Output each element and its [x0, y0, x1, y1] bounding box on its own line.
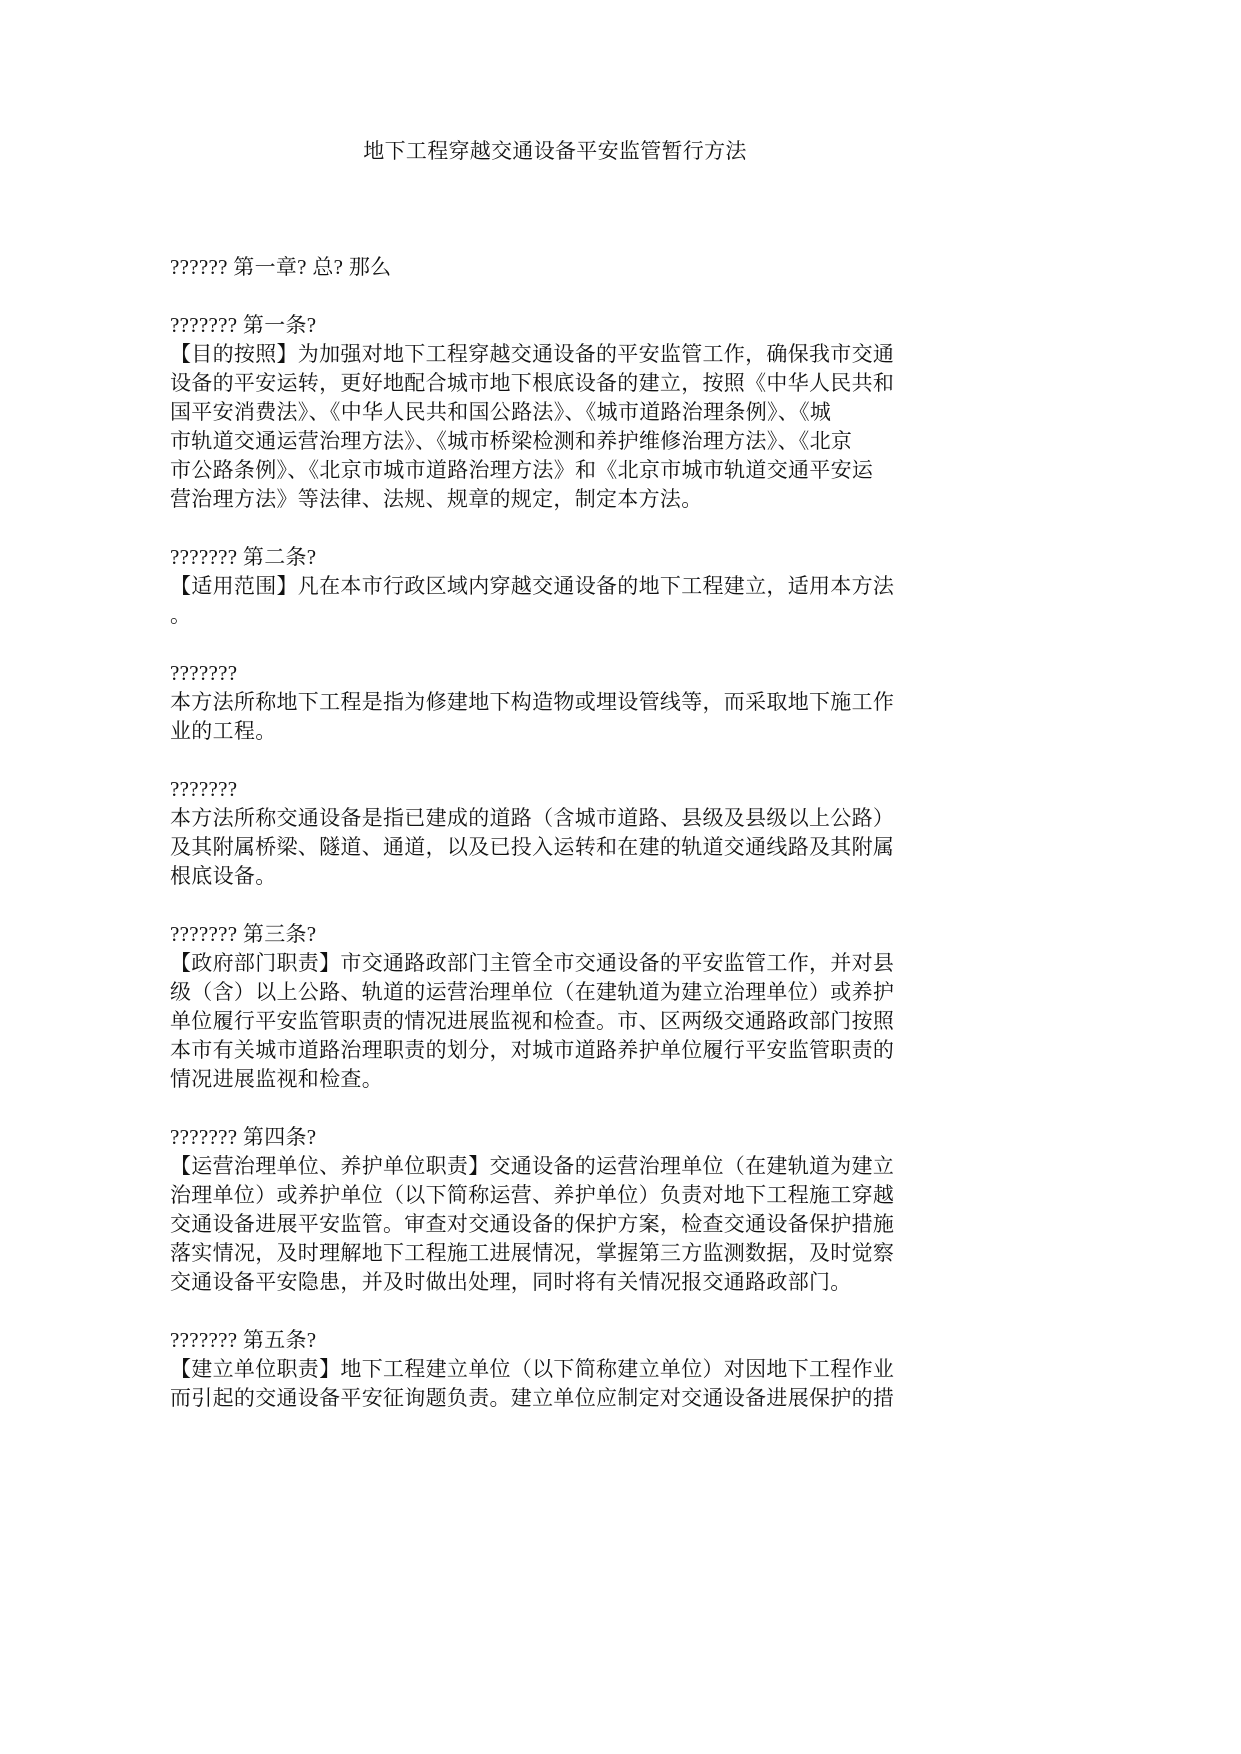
article-text-line: 交通设备平安隐患，并及时做出处理，同时将有关情况报交通路政部门。 [170, 1270, 852, 1294]
article-text-line: 国平安消费法》、《中华人民共和国公路法》、《城市道路治理条例》、《城 [170, 400, 832, 424]
sections [170, 311, 940, 1442]
article-heading: ??????? 第三条? [170, 922, 317, 946]
article-heading: ??????? [170, 661, 238, 685]
article-text-line: 及其附属桥梁、隧道、通道，以及已投入运转和在建的轨道交通线路及其附属 [170, 835, 895, 859]
article-text-line: 情况进展监视和检查。 [170, 1067, 383, 1091]
article-text-line: 本方法所称地下工程是指为修建地下构造物或埋设管线等，而采取地下施工作 [170, 690, 895, 714]
article-section [170, 659, 940, 775]
article-text-line: 【适用范围】凡在本市行政区域内穿越交通设备的地下工程建立，适用本方法 [170, 574, 895, 598]
document-title: 地下工程穿越交通设备平安监管暂行方法 [363, 139, 747, 163]
spacer [170, 1413, 940, 1442]
spacer [170, 1297, 940, 1326]
spacer [170, 630, 940, 659]
article-text-line: 【建立单位职责】地下工程建立单位（以下简称建立单位）对因地下工程作业 [170, 1357, 895, 1381]
article-text-line: 而引起的交通设备平安征询题负责。建立单位应制定对交通设备进展保护的措 [170, 1386, 895, 1410]
article-text-line: 【政府部门职责】市交通路政部门主管全市交通设备的平安监管工作，并对县 [170, 951, 895, 975]
spacer [170, 195, 940, 224]
article-text-line: 交通设备进展平安监管。审查对交通设备的保护方案，检查交通设备保护措施 [170, 1212, 895, 1236]
document-page [170, 137, 940, 1442]
spacer [170, 514, 940, 543]
article-text-line: 业的工程。 [170, 719, 277, 743]
spacer [170, 1094, 940, 1123]
article-text-line: 营治理方法》等法律、法规、规章的规定，制定本方法。 [170, 487, 703, 511]
article-text-line: 市轨道交通运营治理方法》、《城市桥梁检测和养护维修治理方法》、《北京 [170, 429, 853, 453]
spacer [170, 746, 940, 775]
article-section [170, 775, 940, 920]
article-text-line: 本方法所称交通设备是指已建成的道路（含城市道路、县级及县级以上公路） [170, 806, 895, 830]
spacer [170, 224, 940, 253]
spacer [170, 166, 940, 195]
article-section [170, 920, 940, 1123]
article-heading: ??????? 第一条? [170, 313, 317, 337]
article-heading: ??????? 第四条? [170, 1125, 317, 1149]
article-text-line: 落实情况，及时理解地下工程施工进展情况，掌握第三方监测数据，及时觉察 [170, 1241, 895, 1265]
article-heading: ??????? 第五条? [170, 1328, 317, 1352]
article-section [170, 543, 940, 659]
article-heading: ??????? [170, 777, 238, 801]
article-heading: ??????? 第二条? [170, 545, 317, 569]
article-text-line: 治理单位）或养护单位（以下简称运营、养护单位）负责对地下工程施工穿越 [170, 1183, 895, 1207]
article-text-line: 【运营治理单位、养护单位职责】交通设备的运营治理单位（在建轨道为建立 [170, 1154, 895, 1178]
spacer [170, 282, 940, 311]
article-text-line: 【目的按照】为加强对地下工程穿越交通设备的平安监管工作，确保我市交通 [170, 342, 895, 366]
article-section [170, 1326, 940, 1442]
article-text-line: 根底设备。 [170, 864, 277, 888]
chapter-heading: ?????? 第一章? 总? 那么 [170, 255, 392, 279]
article-section [170, 311, 940, 543]
spacer [170, 891, 940, 920]
article-text-line: 设备的平安运转，更好地配合城市地下根底设备的建立，按照《中华人民共和 [170, 371, 895, 395]
article-text-line: 本市有关城市道路治理职责的划分，对城市道路养护单位履行平安监管职责的 [170, 1038, 895, 1062]
article-section [170, 1123, 940, 1326]
article-text-line: 。 [170, 603, 192, 627]
article-text-line: 市公路条例》、《北京市城市道路治理方法》和《北京市城市轨道交通平安运 [170, 458, 874, 482]
article-text-line: 级（含）以上公路、轨道的运营治理单位（在建轨道为建立治理单位）或养护 [170, 980, 895, 1004]
article-text-line: 单位履行平安监管职责的情况进展监视和检查。市、区两级交通路政部门按照 [170, 1009, 895, 1033]
